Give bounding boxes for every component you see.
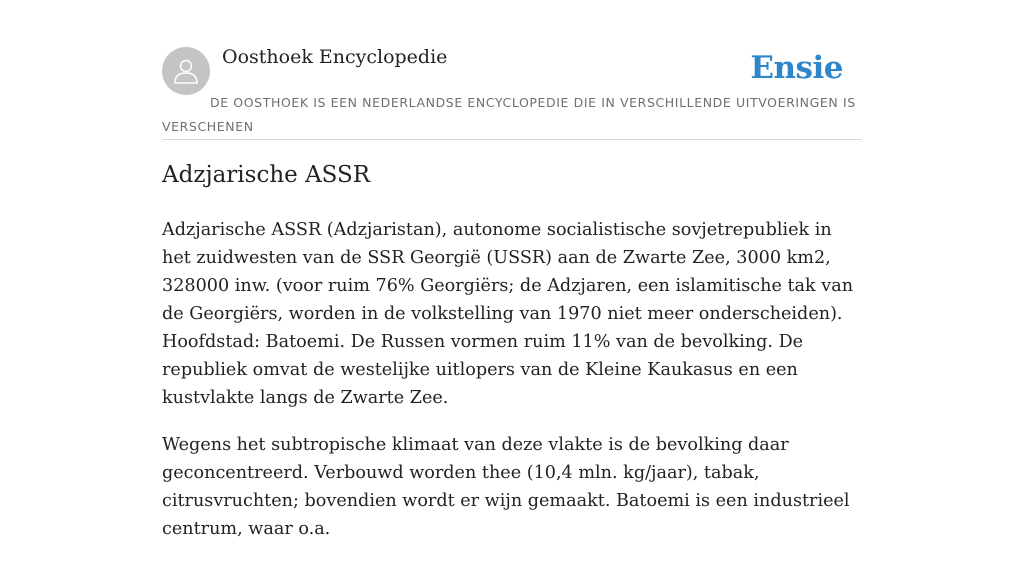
site-tagline: DE OOSTHOEK IS EEN NEDERLANDSE ENCYCLOPEDIE DIE IN VERSCHILLENDE UITVOERINGEN IS VERSCHENEN xyxy=(162,95,856,134)
person-icon xyxy=(171,56,201,86)
brand-logo[interactable]: Ensie xyxy=(750,50,843,86)
user-avatar-icon[interactable] xyxy=(162,47,210,95)
article-body xyxy=(162,216,862,562)
article-paragraph: Adzjarische ASSR (Adzjaristan), autonome socialistische sovjetrepubliek in het zuidwesten van de SSR Georgië (USSR) aan de Zwarte Zee, 3000 km2, 328000 inw. (voor ruim 76% Georgiërs; de Adzjaren, een islamitische tak van de Georgiërs, worden in de volkstelling van 1970 niet meer onderscheiden). Hoofdstad: Batoemi. De Russen vormen ruim 11% van de bevolking. De republiek omvat de westelijke uitlopers van de Kleine Kaukasus en een kustvlakte langs de Zwarte Zee. xyxy=(162,220,854,408)
site-name-link[interactable]: Oosthoek Encyclopedie xyxy=(222,46,448,68)
article-paragraph: Wegens het subtropische klimaat van deze vlakte is de bevolking daar geconcentreerd. Verbouwd worden thee (10,4 mln. kg/jaar), tabak, citrusvruchten; bovendien wordt er wijn gemaakt. Batoemi is een industrieel centrum, waar o.a. xyxy=(162,435,850,539)
header-divider xyxy=(162,139,862,140)
article-title: Adzjarische ASSR xyxy=(162,162,371,188)
